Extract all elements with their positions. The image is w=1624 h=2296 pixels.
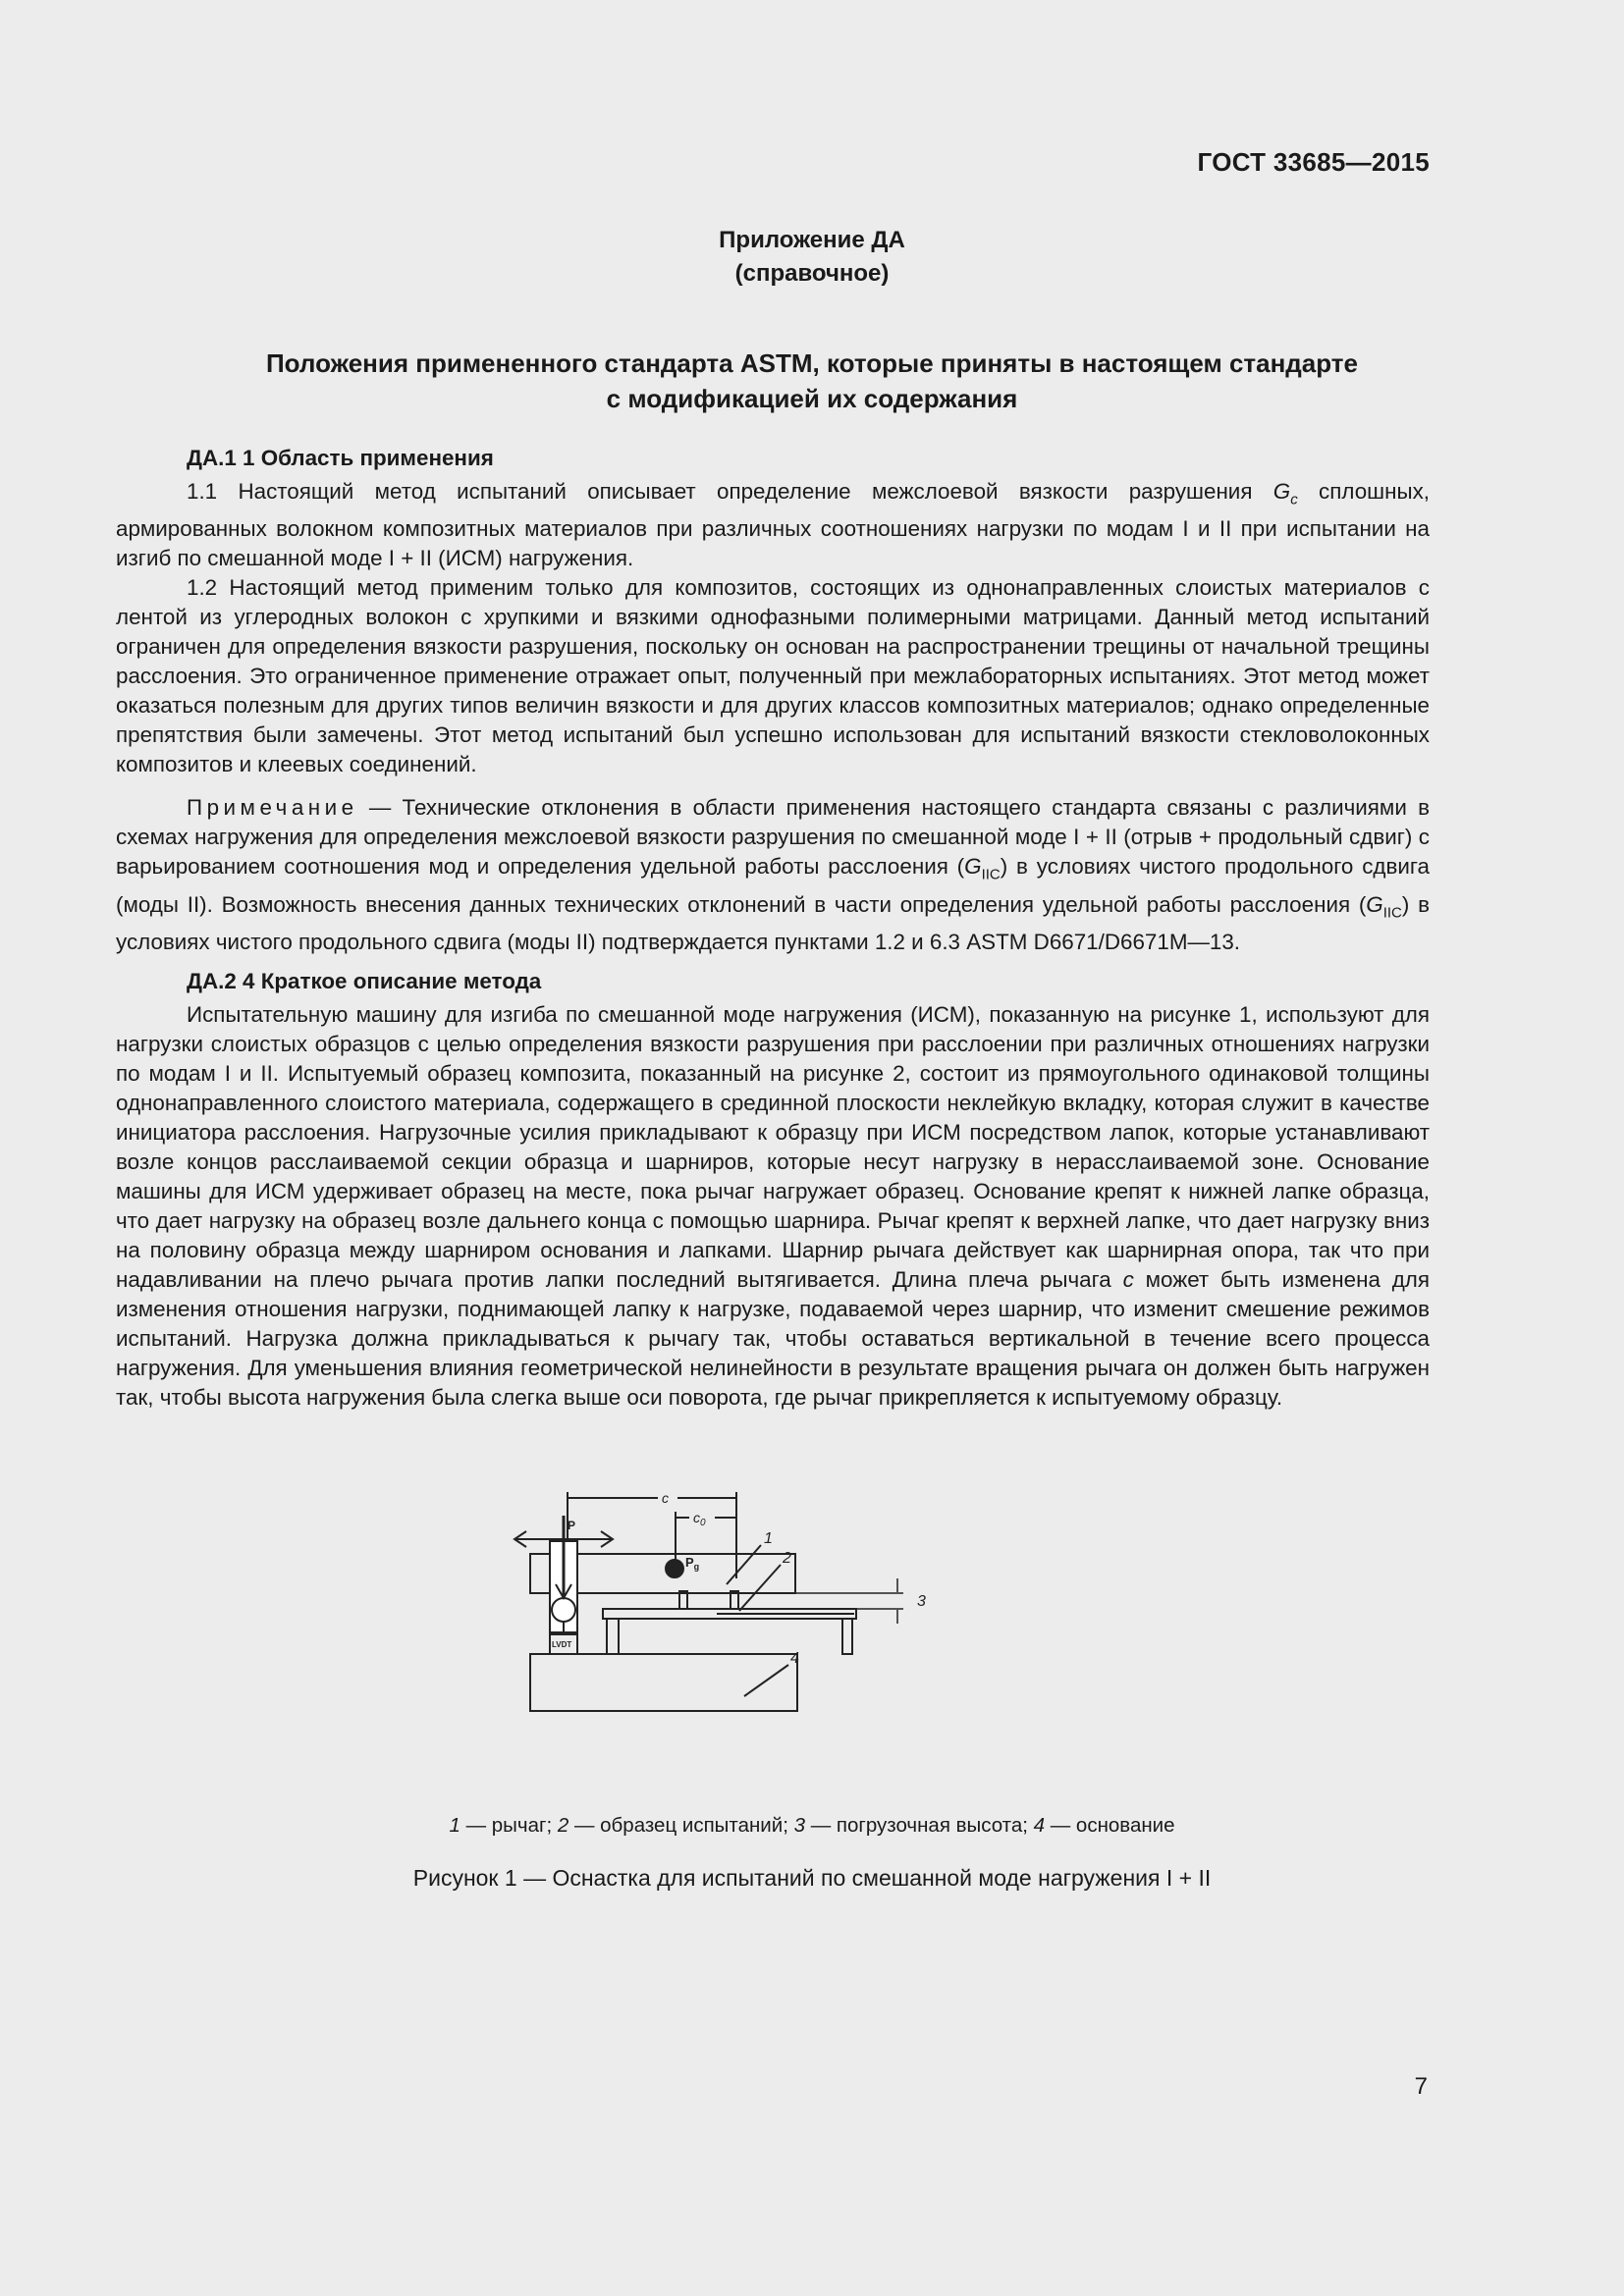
appendix-title: Приложение ДА <box>719 227 905 253</box>
note-text-a: Технические отклонения в области применения настоящего стандарта связаны с различиями в схемах нагружения для определения межслоевой вязкости разрушения по смешанной моде I + II (отрыв + продольный сдвиг) с варьированием соотношения мод и определения удельной работы расслоения ( <box>116 795 1430 880</box>
note-sub-iic2: IIC <box>1382 904 1402 922</box>
legend-text-3: — погрузочная высота; <box>805 1814 1034 1837</box>
paragraph-1-2: 1.2 Настоящий метод применим только для композитов, состоящих из однонаправленных слоистых материалов с лентой из углеродных волокон с хрупкими и вязкими однофазными полимерными матрицами. Данный метод испытаний ограничен для определения вязкости разрушения, поскольку он основан на распространении трещины от начальной трещины расслоения. Это ограниченное применение отражает опыт, полученный при межлабораторных испытаниях. Этот метод может оказаться полезным для других типов величин вязкости и для других классов композитных материалов; однако определенные препятствия были замечены. Этот метод испытаний был успешно использован для испытаний вязкости стекловолоконных композитов и клеевых соединений. <box>116 575 1430 777</box>
paragraph-2-text-a: Испытательную машину для изгиба по смешанной моде нагружения (ИСМ), показанную на рисунке 1, используют для нагрузки слоистых образцов с целью определения вязкости разрушения при расслоении при различных отношениях нагрузки по модам I и II. Испытуемый образец композита, показанный на рисунке 2, состоит из прямоугольного одинаковой толщины однонаправленного слоистого материала, содержащего в срединной плоскости неклейкую вкладку, которая служит в качестве инициатора расслоения. Нагрузочные усилия прикладывают к образцу при ИСМ посредством лапок, которые устанавливают возле концов расслаиваемой секции образца и шарниров, которые несут нагрузку в нерасслаиваемой зоне. Основание машины для ИСМ удерживает образец на месте, пока рычаг нагружает образец. Основание крепят к нижней лапке образца, что дает нагрузку на образец возле дальнего конца с помощью шарнира. Рычаг крепят к верхней лапке, что дает нагрузку вниз на половину образца между шарниром основания и лапками. Шарнир рычага действует как шарнирная опора, так что при надавливании на плечо рычага против лапки последний вытягивается. Длина плеча рычага <box>116 1002 1430 1293</box>
figure-caption: Рисунок 1 — Оснастка для испытаний по смешанной моде нагружения I + II <box>412 1865 1212 1891</box>
appendix-subtitle: (справочное) <box>734 260 890 287</box>
main-title-line1: Положения примененного стандарта ASTM, которые приняты в настоящем стандарте <box>265 348 1358 378</box>
note-dash: — <box>357 795 403 821</box>
note-text-c: ) в условиях чистого продольного сдвига (моды II) подтверждается пунктами 1.2 и 6.3 ASTM D6671/D6671M—13. <box>116 891 1430 955</box>
symbol-c: c <box>1122 1267 1134 1293</box>
label-lvdt: LVDT <box>552 1640 572 1649</box>
paragraph-2 <box>116 1000 1430 1413</box>
figure-1-drawing <box>511 1490 1060 1785</box>
legend-text-1: — рычаг; <box>460 1814 558 1837</box>
legend-text-2: — образец испытаний; <box>568 1814 794 1837</box>
paragraph-1-1 <box>116 477 1430 573</box>
legend-text-4: — основание <box>1045 1814 1175 1837</box>
main-title <box>147 346 1477 416</box>
note-label: Примечание <box>187 795 358 821</box>
label-pg: $P_g$ <box>685 1555 700 1572</box>
figure-legend <box>0 1814 1624 1838</box>
standard-code: ГОСТ 33685—2015 <box>1197 147 1430 177</box>
legend-num-3: 3 <box>793 1814 805 1837</box>
section-1-heading: ДА.1 1 Область применения <box>187 446 494 470</box>
main-title-line2: с модификацией их содержания <box>606 384 1018 413</box>
note-paragraph <box>116 793 1430 957</box>
label-2: 2 <box>783 1550 791 1567</box>
label-c: c <box>662 1490 669 1506</box>
note-text-b: ) в условиях чистого продольного сдвига (моды II). Возможность внесения данных технических отклонений в части определения удельной работы расслоения ( <box>116 854 1430 917</box>
note-symbol-g2: G <box>1366 891 1383 917</box>
note-symbol-g1: G <box>964 854 982 880</box>
section-1 <box>116 444 1430 1413</box>
appendix-heading <box>0 224 1624 291</box>
page-number: 7 <box>1414 2073 1428 2100</box>
section-2-heading: ДА.2 4 Краткое описание метода <box>187 969 542 994</box>
symbol-sub-c: c <box>1290 491 1298 508</box>
paragraph-1-1-text-a: 1.1 Настоящий метод испытаний описывает определение межслоевой вязкости разрушения <box>187 479 1273 504</box>
label-c0: $c_0$ <box>693 1510 706 1528</box>
base-shape <box>530 1654 797 1711</box>
label-1: 1 <box>764 1530 773 1547</box>
paragraph-2-text-b: может быть изменена для изменения отношения нагрузки, поднимающей лапку к нагрузке, подаваемой через шарнир, что изменит смешение режимов испытаний. Нагрузка должна прикладываться к рычагу так, чтобы оставаться вертикальной в течение всего процесса нагружения. Для уменьшения влияния геометрической нелинейности в результате вращения рычага он должен быть нагружен так, чтобы высота нагружения была слегка выше оси поворота, где рычаг прикрепляется к испытуемому образцу. <box>116 1267 1430 1411</box>
note-sub-iic1: IIC <box>981 866 1001 883</box>
label-3: 3 <box>917 1593 926 1610</box>
symbol-g: G <box>1272 479 1291 504</box>
legend-num-2: 2 <box>557 1814 569 1837</box>
paragraph-1-1-text-b: сплошных, армированных волокном композитных материалов при различных соотношениях нагрузки по модам I и II при испытании на изгиб по смешанной моде I + II (ИСМ) нагружения. <box>116 479 1430 571</box>
legend-num-4: 4 <box>1033 1814 1046 1837</box>
label-p: P <box>568 1519 576 1532</box>
label-4: 4 <box>790 1650 799 1667</box>
legend-num-1: 1 <box>449 1814 460 1837</box>
